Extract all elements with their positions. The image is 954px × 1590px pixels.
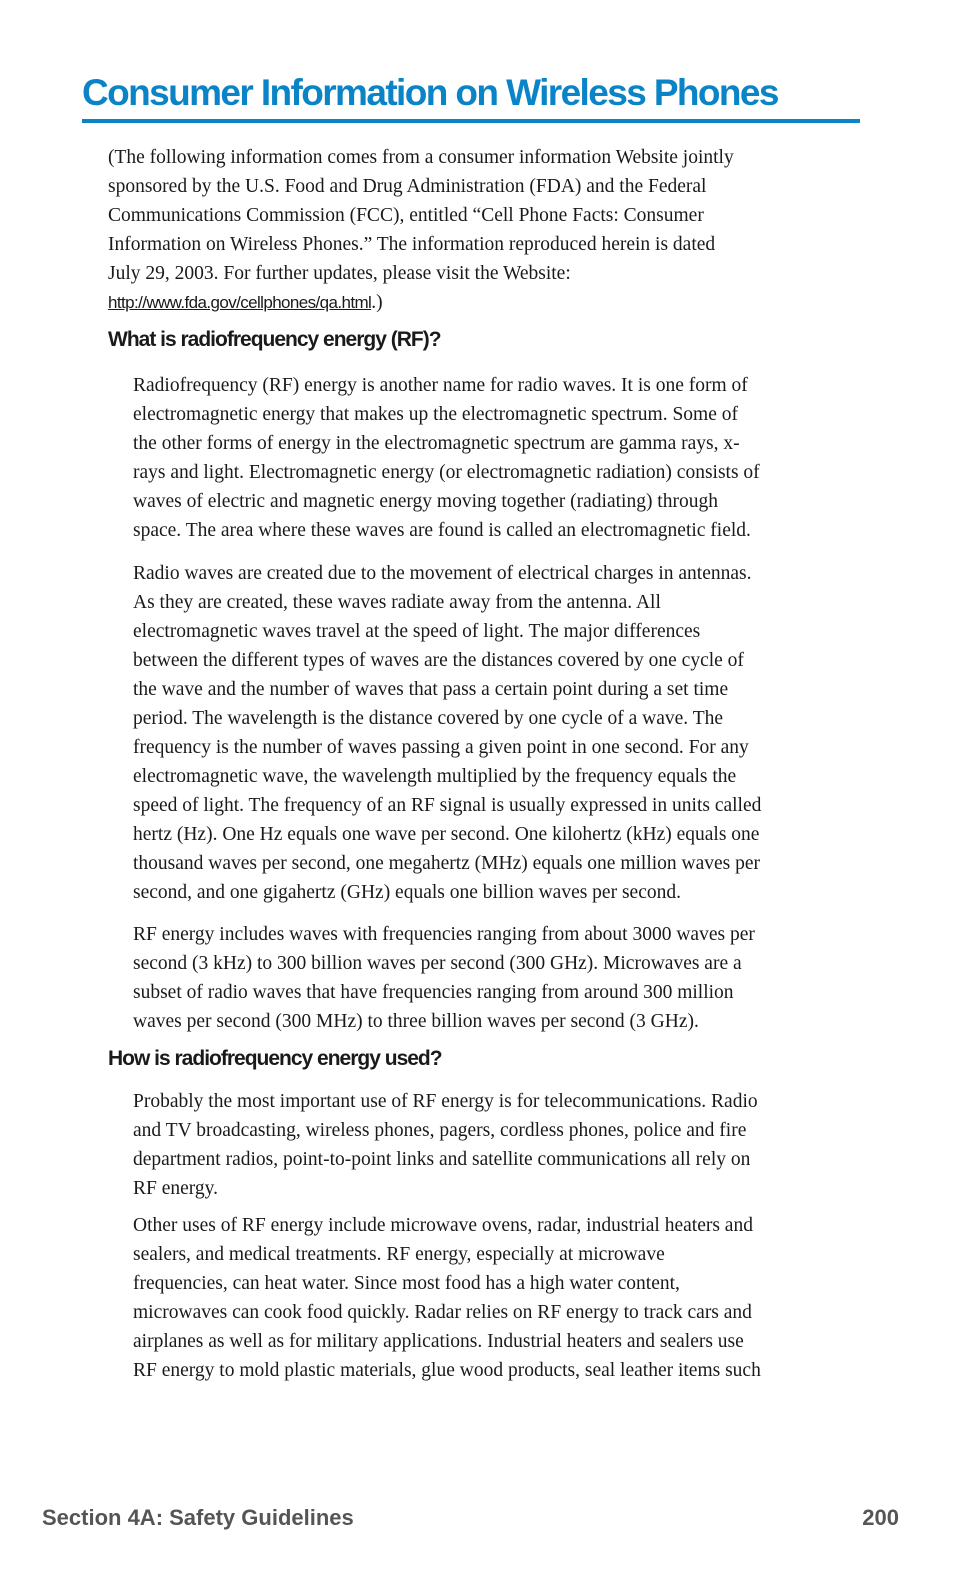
text-line: (The following information comes from a consumer information Website jointly: [108, 147, 734, 168]
text-line: RF energy to mold plastic materials, glue wood products, seal leather items such: [133, 1360, 761, 1381]
link-suffix: .): [371, 292, 383, 313]
text-line: hertz (Hz). One Hz equals one wave per second. One kilohertz (kHz) equals one: [133, 824, 760, 845]
text-line: second, and one gigahertz (GHz) equals one billion waves per second.: [133, 882, 681, 903]
text-line: electromagnetic wave, the wavelength multiplied by the frequency equals the: [133, 766, 737, 787]
text-line: subset of radio waves that have frequencies ranging from around 300 million: [133, 982, 734, 1003]
text-line: period. The wavelength is the distance covered by one cycle of a wave. The: [133, 708, 724, 729]
section-heading-uses: How is radiofrequency energy used?: [108, 1047, 442, 1070]
text-line: thousand waves per second, one megahertz (MHz) equals one million waves per: [133, 853, 761, 874]
text-line: frequencies, can heat water. Since most food has a high water content,: [133, 1273, 680, 1294]
text-line: between the different types of waves are the distances covered by one cycle of: [133, 650, 744, 671]
text-line: Communications Commission (FCC), entitled “Cell Phone Facts: Consumer: [108, 205, 704, 226]
text-line: Other uses of RF energy include microwave ovens, radar, industrial heaters and: [133, 1215, 753, 1236]
title-rule: [82, 119, 860, 123]
text-line: microwaves can cook food quickly. Radar relies on RF energy to track cars and: [133, 1302, 752, 1323]
text-line: As they are created, these waves radiate away from the antenna. All: [133, 592, 661, 613]
text-line: electromagnetic energy that makes up the electromagnetic spectrum. Some of: [133, 404, 738, 425]
text-line: [108, 288, 734, 317]
text-line: Radiofrequency (RF) energy is another name for radio waves. It is one form of: [133, 375, 748, 396]
text-line: second (3 kHz) to 300 billion waves per second (300 GHz). Microwaves are a: [133, 953, 742, 974]
section-heading-rf: What is radiofrequency energy (RF)?: [108, 328, 441, 351]
text-line: sponsored by the U.S. Food and Drug Administration (FDA) and the Federal: [108, 176, 707, 197]
uses-paragraph-2: [133, 1211, 761, 1385]
rf-paragraph-3: [133, 920, 755, 1036]
text-line: Information on Wireless Phones.” The information reproduced herein is dated: [108, 234, 716, 255]
text-line: the wave and the number of waves that pass a certain point during a set time: [133, 679, 729, 700]
text-line: airplanes as well as for military applications. Industrial heaters and sealers use: [133, 1331, 744, 1352]
page-title: Consumer Information on Wireless Phones: [82, 72, 778, 113]
text-line: space. The area where these waves are found is called an electromagnetic field.: [133, 520, 751, 541]
text-line: July 29, 2003. For further updates, please visit the Website:: [108, 263, 571, 284]
text-line: the other forms of energy in the electromagnetic spectrum are gamma rays, x-: [133, 433, 740, 454]
text-line: waves of electric and magnetic energy moving together (radiating) through: [133, 491, 718, 512]
text-line: and TV broadcasting, wireless phones, pagers, cordless phones, police and fire: [133, 1120, 747, 1141]
intro-paragraph: [108, 143, 734, 317]
page-number: 200: [862, 1505, 899, 1530]
fda-website-link[interactable]: http://www.fda.gov/cellphones/qa.html: [108, 293, 372, 312]
footer-section-label: Section 4A: Safety Guidelines: [42, 1505, 354, 1530]
text-line: speed of light. The frequency of an RF signal is usually expressed in units called: [133, 795, 762, 816]
text-line: sealers, and medical treatments. RF energy, especially at microwave: [133, 1244, 665, 1265]
text-line: department radios, point-to-point links and satellite communications all rely on: [133, 1149, 751, 1170]
text-line: Probably the most important use of RF energy is for telecommunications. Radio: [133, 1091, 758, 1112]
rf-paragraph-2: [133, 559, 761, 907]
text-line: Radio waves are created due to the movement of electrical charges in antennas.: [133, 563, 752, 584]
text-line: RF energy includes waves with frequencies ranging from about 3000 waves per: [133, 924, 755, 945]
text-line: rays and light. Electromagnetic energy (or electromagnetic radiation) consists of: [133, 462, 760, 483]
text-line: electromagnetic waves travel at the speed of light. The major differences: [133, 621, 701, 642]
uses-paragraph-1: [133, 1087, 758, 1203]
text-line: waves per second (300 MHz) to three billion waves per second (3 GHz).: [133, 1011, 699, 1032]
text-line: frequency is the number of waves passing a given point in one second. For any: [133, 737, 749, 758]
rf-paragraph-1: [133, 371, 760, 545]
text-line: RF energy.: [133, 1178, 219, 1199]
